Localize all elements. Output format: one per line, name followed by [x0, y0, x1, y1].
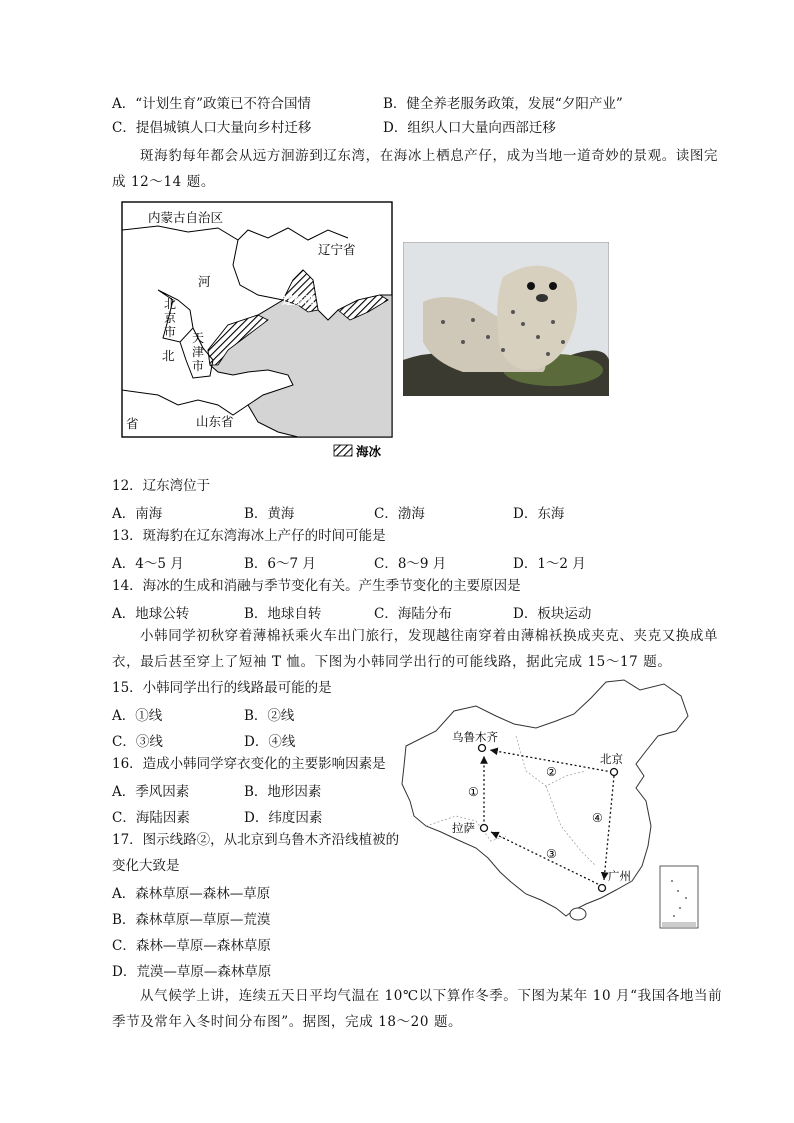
q11-option-b: B．健全养老服务政策，发展“夕阳产业” — [383, 96, 623, 112]
q17-option-b: B．森林草原—草原—荒漠 — [112, 912, 271, 928]
svg-text:北: 北 — [164, 297, 177, 311]
label-route-1: ① — [468, 785, 479, 799]
svg-text:市: 市 — [192, 359, 205, 373]
label-urumqi: 乌鲁木齐 — [452, 730, 498, 744]
q16-option-d: D．纬度因素 — [244, 810, 323, 826]
q15-option-c: C．③线 — [112, 734, 163, 750]
intro-12-line1: 斑海豹每年都会从远方洄游到辽东湾，在海冰上栖息产仔，成为当地一道奇妙的景观。读图完 — [140, 148, 719, 164]
label-shandong: 山东省 — [196, 414, 234, 429]
q13-option-c: C．8～9 月 — [374, 556, 447, 572]
q14-option-d: D．板块运动 — [513, 606, 592, 622]
label-sheng: 省 — [126, 416, 139, 431]
label-route-4: ④ — [592, 811, 603, 825]
inset-caption-bar — [662, 922, 696, 927]
q11-option-a: A．“计划生育”政策已不符合国情 — [112, 96, 312, 112]
china-route-map — [396, 676, 700, 934]
q14-stem: 14．海冰的生成和消融与季节变化有关。产生季节变化的主要原因是 — [112, 578, 521, 594]
svg-text:津: 津 — [192, 345, 205, 359]
q14-option-a: A．地球公转 — [112, 606, 190, 622]
q12-option-d: D．东海 — [513, 506, 565, 522]
q16-option-a: A．季风因素 — [112, 784, 190, 800]
q12-option-b: B．黄海 — [244, 506, 295, 522]
intro-12-line2: 成 12～14 题。 — [112, 174, 215, 190]
q14-option-b: B．地球自转 — [244, 606, 322, 622]
intro-15-line2: 衣，最后甚至穿上了短袖 T 恤。下图为小韩同学出行的可能线路，据此完成 15～17 题。 — [112, 654, 672, 670]
urumqi-marker — [479, 745, 486, 752]
label-liaoning: 辽宁省 — [318, 242, 356, 257]
q12-option-c: C．渤海 — [374, 506, 425, 522]
label-bei: 北 — [162, 348, 175, 363]
label-inner-mongolia: 内蒙古自治区 — [148, 210, 224, 225]
legend-swatch-sea-ice — [334, 445, 352, 456]
guangzhou-marker — [599, 885, 606, 892]
q13-option-a: A．4～5 月 — [112, 556, 184, 572]
q17-option-d: D．荒漠—草原—森林草原 — [112, 964, 272, 980]
label-guangzhou: 广州 — [608, 869, 631, 883]
label-beijing: 北京 — [600, 752, 623, 766]
q12-option-a: A．南海 — [112, 506, 163, 522]
intro-18-line1: 从气候学上讲，连续五天日平均气温在 10℃以下算作冬季。下图为某年 10 月“我国各地当前 — [140, 988, 723, 1004]
label-route-3: ③ — [546, 847, 557, 861]
label-lhasa: 拉萨 — [452, 821, 475, 835]
q17-stem-line2: 变化大致是 — [112, 858, 180, 874]
q15-stem: 15．小韩同学出行的线路最可能的是 — [112, 680, 332, 696]
q16-option-c: C．海陆因素 — [112, 810, 190, 826]
q13-option-d: D．1～2 月 — [513, 556, 586, 572]
seal-photo — [403, 242, 609, 396]
q13-stem: 13．斑海豹在辽东湾海冰上产仔的时间可能是 — [112, 528, 386, 544]
q16-option-b: B．地形因素 — [244, 784, 322, 800]
q17-option-c: C．森林—草原—森林草原 — [112, 938, 271, 954]
svg-text:市: 市 — [164, 325, 177, 339]
beijing-marker — [611, 769, 618, 776]
lhasa-marker — [481, 825, 488, 832]
label-he: 河 — [198, 274, 211, 289]
label-beijing-vertical — [164, 297, 176, 339]
legend-label-sea-ice: 海冰 — [356, 444, 382, 459]
q14-option-c: C．海陆分布 — [374, 606, 452, 622]
label-tianjin-vertical — [192, 331, 204, 373]
q17-option-a: A．森林草原—森林—草原 — [112, 886, 271, 902]
q12-stem: 12．辽东湾位于 — [112, 478, 211, 494]
bohai-map — [118, 200, 398, 465]
q11-option-d: D．组织人口大量向西部迁移 — [383, 120, 556, 136]
q13-option-b: B．6～7 月 — [244, 556, 316, 572]
hainan-island — [570, 908, 586, 920]
label-liaodong-bay: 辽东湾 — [282, 294, 315, 307]
intro-18-line2: 季节及常年入冬时间分布图”。据图，完成 18～20 题。 — [112, 1014, 463, 1030]
q11-option-c: C．提倡城镇人口大量向乡村迁移 — [112, 120, 312, 136]
label-route-2: ② — [546, 765, 557, 779]
china-outline — [402, 680, 688, 916]
q17-stem-line1: 17．图示线路②，从北京到乌鲁木齐沿线植被的 — [112, 832, 400, 848]
q16-stem: 16．造成小韩同学穿衣变化的主要影响因素是 — [112, 756, 386, 772]
q15-option-d: D．④线 — [244, 734, 296, 750]
q15-option-a: A．①线 — [112, 708, 163, 724]
intro-15-line1: 小韩同学初秋穿着薄棉袄乘火车出门旅行，发现越往南穿着由薄棉袄换成夹克、夹克又换成单 — [140, 628, 719, 644]
q15-option-b: B．②线 — [244, 708, 295, 724]
svg-text:京: 京 — [164, 311, 177, 325]
svg-text:天: 天 — [192, 331, 205, 345]
south-sea-inset — [660, 866, 698, 928]
